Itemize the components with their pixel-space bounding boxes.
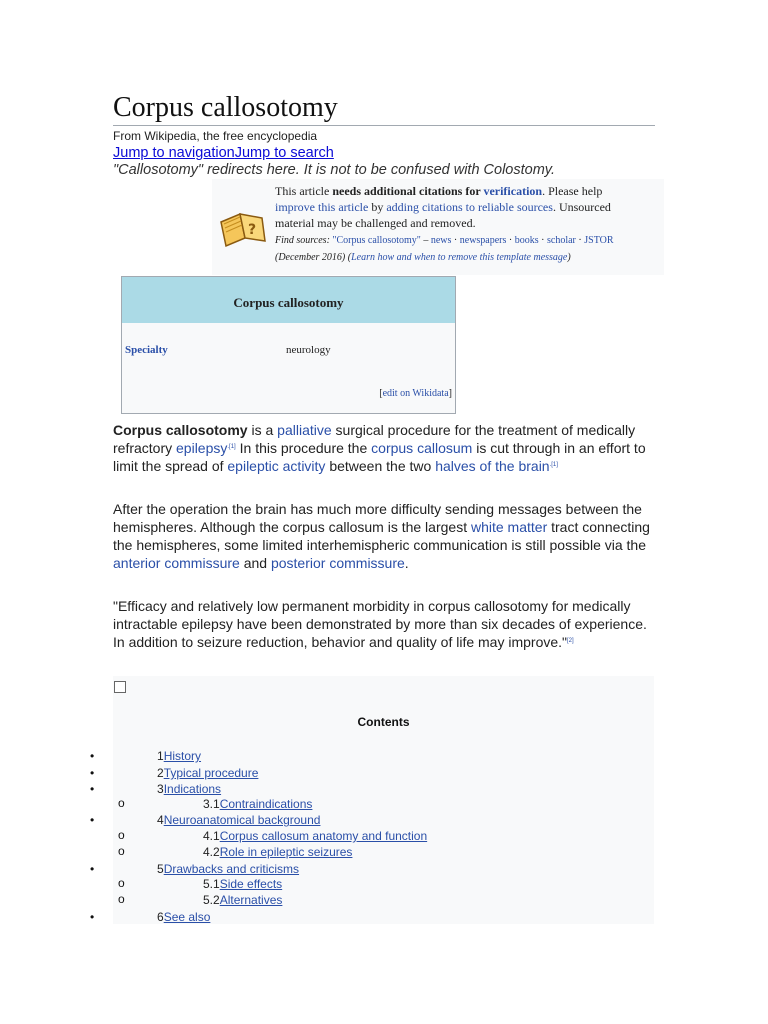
posterior-commissure-link[interactable]: posterior commissure xyxy=(270,555,405,571)
corpus-callosum-link[interactable]: corpus callosum xyxy=(371,440,473,456)
table-of-contents xyxy=(113,676,654,924)
toc-item[interactable] xyxy=(203,893,282,907)
paragraph-2 xyxy=(113,500,653,572)
toc-sub-bullet: o xyxy=(118,796,125,810)
toc-bullet: • xyxy=(90,862,95,876)
text: between the two xyxy=(325,458,436,474)
find-query-link[interactable]: "Corpus callosotomy" xyxy=(332,235,421,246)
toc-item-label[interactable]: Neuroanatomical background xyxy=(163,813,321,827)
learn-remove-link[interactable]: Learn how and when to remove this template message xyxy=(351,252,568,263)
ref-1[interactable]: .[1] xyxy=(227,444,236,450)
toc-bullet: • xyxy=(90,749,95,763)
text: . xyxy=(404,555,409,571)
toc-item-number: 4 xyxy=(157,813,164,827)
epileptic-activity-link[interactable]: epileptic activity xyxy=(227,458,326,474)
toc-bullet: • xyxy=(90,910,95,924)
infobox-title: Corpus callosotomy xyxy=(122,277,455,323)
toc-item-number: 4.2 xyxy=(203,845,220,859)
improve-article-link[interactable]: improve this article xyxy=(275,200,369,214)
page-title: Corpus callosotomy xyxy=(113,92,338,123)
toc-item[interactable] xyxy=(157,813,320,827)
toc-item-label[interactable]: Drawbacks and criticisms xyxy=(163,862,300,876)
toc-item-number: 4.1 xyxy=(203,829,220,843)
toc-item-number: 1 xyxy=(157,749,164,763)
toc-item[interactable] xyxy=(203,829,427,843)
ambox-emphasis: needs additional citations for xyxy=(332,184,484,198)
text: tract connecting the hemispheres, some limited interhemispheric communication is still possible via the xyxy=(113,519,650,553)
toc-item-label[interactable]: Contraindications xyxy=(219,797,313,811)
ambox-text-8: . Unsourced material may be challenged and removed. xyxy=(275,200,611,230)
infobox-specialty-label[interactable]: Specialty xyxy=(125,344,168,356)
source-scholar-link[interactable]: scholar xyxy=(547,235,576,246)
book-question-icon xyxy=(218,208,268,248)
toc-item-number: 5 xyxy=(157,862,164,876)
lead-bold: Corpus callosotomy xyxy=(113,422,248,438)
toc-item[interactable] xyxy=(157,910,210,924)
text: and xyxy=(239,555,271,571)
sep: · xyxy=(538,235,547,246)
source-newspapers-link[interactable]: newspapers xyxy=(459,235,507,246)
hatnote: "Callosotomy" redirects here. It is not to be confused with Colostomy. xyxy=(113,162,555,178)
dash: – xyxy=(420,235,431,246)
paragraph-1 xyxy=(113,421,653,475)
learn-open: ( xyxy=(347,252,352,263)
toc-item-label[interactable]: Alternatives xyxy=(219,893,283,907)
notice-date: (December 2016) xyxy=(275,252,346,263)
white-matter-link[interactable]: white matter xyxy=(470,519,548,535)
sep: · xyxy=(451,235,460,246)
ambox-text-4: . Please help xyxy=(542,184,603,198)
toc-sub-bullet: o xyxy=(118,828,125,842)
toc-item-label[interactable]: Role in epileptic seizures xyxy=(219,845,353,859)
toc-item[interactable] xyxy=(157,766,258,780)
edit-on-wikidata-link[interactable]: edit on Wikidata xyxy=(382,388,449,399)
adding-citations-link[interactable]: adding citations to reliable sources xyxy=(386,200,553,214)
edit-open: [ xyxy=(379,388,383,399)
text: is cut through in an effort to limit the spread of xyxy=(113,440,646,474)
ref-2[interactable]: [2] xyxy=(567,638,574,644)
toc-item-number: 3 xyxy=(157,782,164,796)
toc-item-number: 5.2 xyxy=(203,893,220,907)
source-news-link[interactable]: news xyxy=(430,235,452,246)
toc-bullet: • xyxy=(90,813,95,827)
toc-item[interactable] xyxy=(157,782,221,796)
paragraph-3 xyxy=(113,597,653,651)
find-sources-label: Find sources: xyxy=(275,235,330,246)
toc-sub-bullet: o xyxy=(118,844,125,858)
infobox xyxy=(121,276,456,414)
infobox-edit xyxy=(379,388,452,399)
toc-item-number: 3.1 xyxy=(203,797,220,811)
toc-title: Contents xyxy=(357,715,410,729)
toc-item-number: 2 xyxy=(157,766,164,780)
text: After the operation the brain has much more difficulty sending messages between the hemispheres. Although the corpus callosum is the largest xyxy=(113,501,642,535)
sep: · xyxy=(506,235,515,246)
toc-item[interactable] xyxy=(203,797,312,811)
toc-item[interactable] xyxy=(157,749,201,763)
jump-to-search-link[interactable]: Jump to search xyxy=(234,145,334,161)
toc-item-label[interactable]: Corpus callosum anatomy and function xyxy=(219,829,428,843)
verification-link[interactable]: verification xyxy=(483,184,543,198)
toc-item-label[interactable]: Indications xyxy=(163,782,222,796)
toc-item-label[interactable]: See also xyxy=(163,910,211,924)
text: In this procedure the xyxy=(235,440,372,456)
source-books-link[interactable]: books xyxy=(514,235,539,246)
text: surgical procedure for the treatment of medically refractory xyxy=(113,422,636,456)
toc-item-number: 6 xyxy=(157,910,164,924)
ambox-text-6: by xyxy=(368,200,387,214)
jump-links xyxy=(113,145,334,161)
toc-item-number: 5.1 xyxy=(203,877,220,891)
source-jstor-link[interactable]: JSTOR xyxy=(584,235,614,246)
infobox-specialty-value: neurology xyxy=(286,344,331,356)
jump-to-navigation-link[interactable]: Jump to navigation xyxy=(113,145,235,161)
ambox-text-1: This article xyxy=(275,184,333,198)
epilepsy-link[interactable]: epilepsy xyxy=(176,440,228,456)
quote-text: "Efficacy and relatively low permanent morbidity in corpus callosotomy for medically intractable epilepsy have been demonstrated by more than six decades of experience. In addition to seizure reduction, behavior and quality of life may improve." xyxy=(113,598,647,650)
toc-item-label[interactable]: History xyxy=(163,749,202,763)
sep: · xyxy=(575,235,585,246)
edit-close: ] xyxy=(448,388,452,399)
toc-bullet: • xyxy=(90,782,95,796)
halves-of-brain-link[interactable]: halves of the brain xyxy=(435,458,550,474)
site-tagline: From Wikipedia, the free encyclopedia xyxy=(113,129,318,143)
anterior-commissure-link[interactable]: anterior commissure xyxy=(113,555,240,571)
toc-item-label[interactable]: Side effects xyxy=(219,877,283,891)
toc-item[interactable] xyxy=(157,862,299,876)
text: is a xyxy=(247,422,278,438)
citation-notice-text xyxy=(275,183,615,265)
toc-item-label[interactable]: Typical procedure xyxy=(163,766,259,780)
svg-text:?: ? xyxy=(248,222,257,238)
toc-sub-bullet: o xyxy=(118,892,125,906)
toc-item[interactable] xyxy=(203,845,352,859)
toc-bullet: • xyxy=(90,766,95,780)
toc-toggle-checkbox[interactable] xyxy=(114,681,126,693)
toc-item[interactable] xyxy=(203,877,282,891)
toc-sub-bullet: o xyxy=(118,876,125,890)
palliative-link[interactable]: palliative xyxy=(277,422,332,438)
title-divider xyxy=(113,125,655,126)
learn-close: ) xyxy=(567,252,571,263)
ref-1b[interactable]: .[1] xyxy=(549,462,558,468)
